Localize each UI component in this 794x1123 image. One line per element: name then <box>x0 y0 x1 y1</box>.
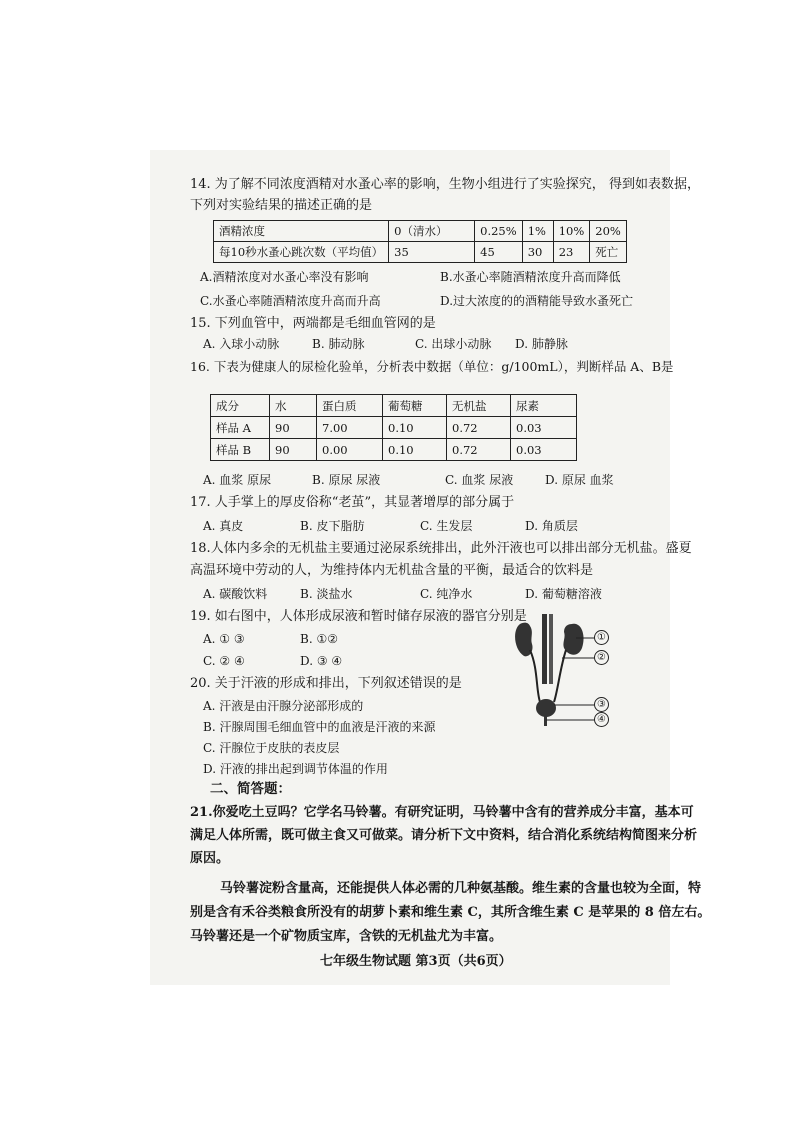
q17-option-b: B. 皮下脂肪 <box>300 519 365 533</box>
q21-material-line2: 别是含有禾谷类粮食所没有的胡萝卜素和维生素 C，其所含维生素 C 是苹果的 8 倍左右。 <box>190 905 711 920</box>
figure-label-3: ③ <box>594 697 609 712</box>
q17-option-a: A. 真皮 <box>203 519 244 533</box>
q19-option-d: D. ③ ④ <box>300 654 343 668</box>
figure-label-4: ④ <box>594 712 609 727</box>
right-kidney-shape <box>563 624 583 655</box>
q21-stem-line3: 原因。 <box>190 851 230 866</box>
table-cell: 尿素 <box>511 395 577 417</box>
table-cell: 20% <box>590 221 627 242</box>
q16-table <box>210 394 577 461</box>
q20-option-c: C. 汗腺位于皮肤的表皮层 <box>203 741 340 755</box>
left-ureter-shape <box>530 650 540 702</box>
q16-option-c: C. 血浆 尿液 <box>445 473 514 487</box>
table-cell: 0.00 <box>317 439 383 461</box>
q17-option-c: C. 生发层 <box>420 519 473 533</box>
table-cell: 90 <box>270 439 317 461</box>
table-row <box>211 395 577 417</box>
q15-option-b: B. 肺动脉 <box>312 337 365 351</box>
table-cell: 0.25% <box>475 221 523 242</box>
bladder-shape <box>536 699 556 717</box>
q19-option-c: C. ② ④ <box>203 654 245 668</box>
q18-stem-line2: 高温环境中劳动的人，为维持体内无机盐含量的平衡，最适合的饮料是 <box>190 563 594 578</box>
q17-stem: 17. 人手掌上的厚皮俗称“老茧”，其显著增厚的部分属于 <box>190 495 515 510</box>
table-cell: 30 <box>522 242 553 263</box>
q21-material-line1: 马铃薯淀粉含量高，还能提供人体必需的几种氨基酸。维生素的含量也较为全面，特 <box>220 881 702 896</box>
q18-stem-line1: 18.人体内多余的无机盐主要通过泌尿系统排出，此外汗液也可以排出部分无机盐。盛夏 <box>190 541 692 556</box>
table-cell: 35 <box>389 242 475 263</box>
q21-stem-line2: 满足人体所需，既可做主食又可做菜。请分析下文中资料，结合消化系统结构简图来分析 <box>190 828 698 843</box>
table-cell: 死亡 <box>590 242 627 263</box>
table-cell: 90 <box>270 417 317 439</box>
q21-material-line3: 马铃薯还是一个矿物质宝库，含铁的无机盐尤为丰富。 <box>190 929 503 944</box>
q15-stem: 15. 下列血管中，两端都是毛细血管网的是 <box>190 316 436 331</box>
q14-stem-line2: 下列对实验结果的描述正确的是 <box>190 198 373 213</box>
table-row <box>214 242 627 263</box>
q14-option-c: C.水蚤心率随酒精浓度升高而升高 <box>200 294 381 308</box>
table-row <box>211 439 577 461</box>
table-cell: 0.10 <box>383 439 447 461</box>
q15-option-c: C. 出球小动脉 <box>415 337 492 351</box>
q14-stem-line1: 14. 为了解不同浓度酒精对水蚤心率的影响，生物小组进行了实验探究， 得到如表数据， <box>190 177 700 192</box>
q14-table <box>213 220 627 263</box>
table-cell: 0.03 <box>511 417 577 439</box>
urethra-shape <box>544 716 547 726</box>
aorta-shape <box>542 614 547 684</box>
table-cell: 水 <box>270 395 317 417</box>
q18-option-d: D. 葡萄糖溶液 <box>525 587 602 601</box>
table-cell: 0.03 <box>511 439 577 461</box>
q20-stem: 20. 关于汗液的形成和排出，下列叙述错误的是 <box>190 676 462 691</box>
q21-stem-line1: 21.你爱吃土豆吗？它学名马铃薯。有研究证明，马铃薯中含有的营养成分丰富，基本可 <box>190 805 694 820</box>
table-cell: 1% <box>522 221 553 242</box>
table-cell: 酒精浓度 <box>214 221 389 242</box>
q17-option-d: D. 角质层 <box>525 519 578 533</box>
table-cell: 0（清水） <box>389 221 475 242</box>
q16-stem: 16. 下表为健康人的尿检化验单，分析表中数据（单位：g/100mL），判断样品 A、B是 <box>190 359 674 374</box>
table-cell: 0.10 <box>383 417 447 439</box>
q14-option-d: D.过大浓度的的酒精能导致水蚤死亡 <box>440 294 634 308</box>
q14-option-b: B.水蚤心率随酒精浓度升高而降低 <box>440 270 621 284</box>
figure-label-2: ② <box>594 650 609 665</box>
table-cell: 样品 B <box>211 439 270 461</box>
q15-option-a: A. 入球小动脉 <box>203 337 280 351</box>
table-cell: 23 <box>553 242 590 263</box>
q20-option-a: A. 汗液是由汗腺分泌部形成的 <box>203 699 364 713</box>
table-cell: 无机盐 <box>447 395 511 417</box>
section-heading: 二、简答题： <box>210 781 291 797</box>
q14-option-a: A.酒精浓度对水蚤心率没有影响 <box>200 270 369 284</box>
table-cell: 10% <box>553 221 590 242</box>
q19-option-b: B. ①② <box>300 632 338 646</box>
q16-option-d: D. 原尿 血浆 <box>545 473 614 487</box>
vena-cava-shape <box>549 614 553 684</box>
q19-option-a: A. ① ③ <box>203 632 245 646</box>
table-cell: 样品 A <box>211 417 270 439</box>
table-row <box>211 417 577 439</box>
table-cell: 成分 <box>211 395 270 417</box>
q16-option-a: A. 血浆 原尿 <box>203 473 272 487</box>
table-cell: 蛋白质 <box>317 395 383 417</box>
table-cell: 葡萄糖 <box>383 395 447 417</box>
table-cell: 0.72 <box>447 439 511 461</box>
q20-option-d: D. 汗液的排出起到调节体温的作用 <box>203 762 388 776</box>
q15-option-d: D. 肺静脉 <box>515 337 568 351</box>
table-cell: 45 <box>475 242 523 263</box>
table-row <box>214 221 627 242</box>
q19-stem: 19. 如右图中，人体形成尿液和暂时储存尿液的器官分别是 <box>190 609 527 624</box>
figure-label-1: ① <box>594 630 609 645</box>
table-cell: 7.00 <box>317 417 383 439</box>
table-cell: 0.72 <box>447 417 511 439</box>
page-footer: 七年级生物试题 第3页（共6页） <box>320 954 512 969</box>
q18-option-b: B. 淡盐水 <box>300 587 353 601</box>
urinary-system-figure <box>512 612 612 727</box>
q20-option-b: B. 汗腺周围毛细血管中的血液是汗液的来源 <box>203 720 436 734</box>
q18-option-a: A. 碳酸饮料 <box>203 587 268 601</box>
q18-option-c: C. 纯净水 <box>420 587 473 601</box>
table-cell: 每10秒水蚤心跳次数（平均值） <box>214 242 389 263</box>
q16-option-b: B. 原尿 尿液 <box>312 473 381 487</box>
